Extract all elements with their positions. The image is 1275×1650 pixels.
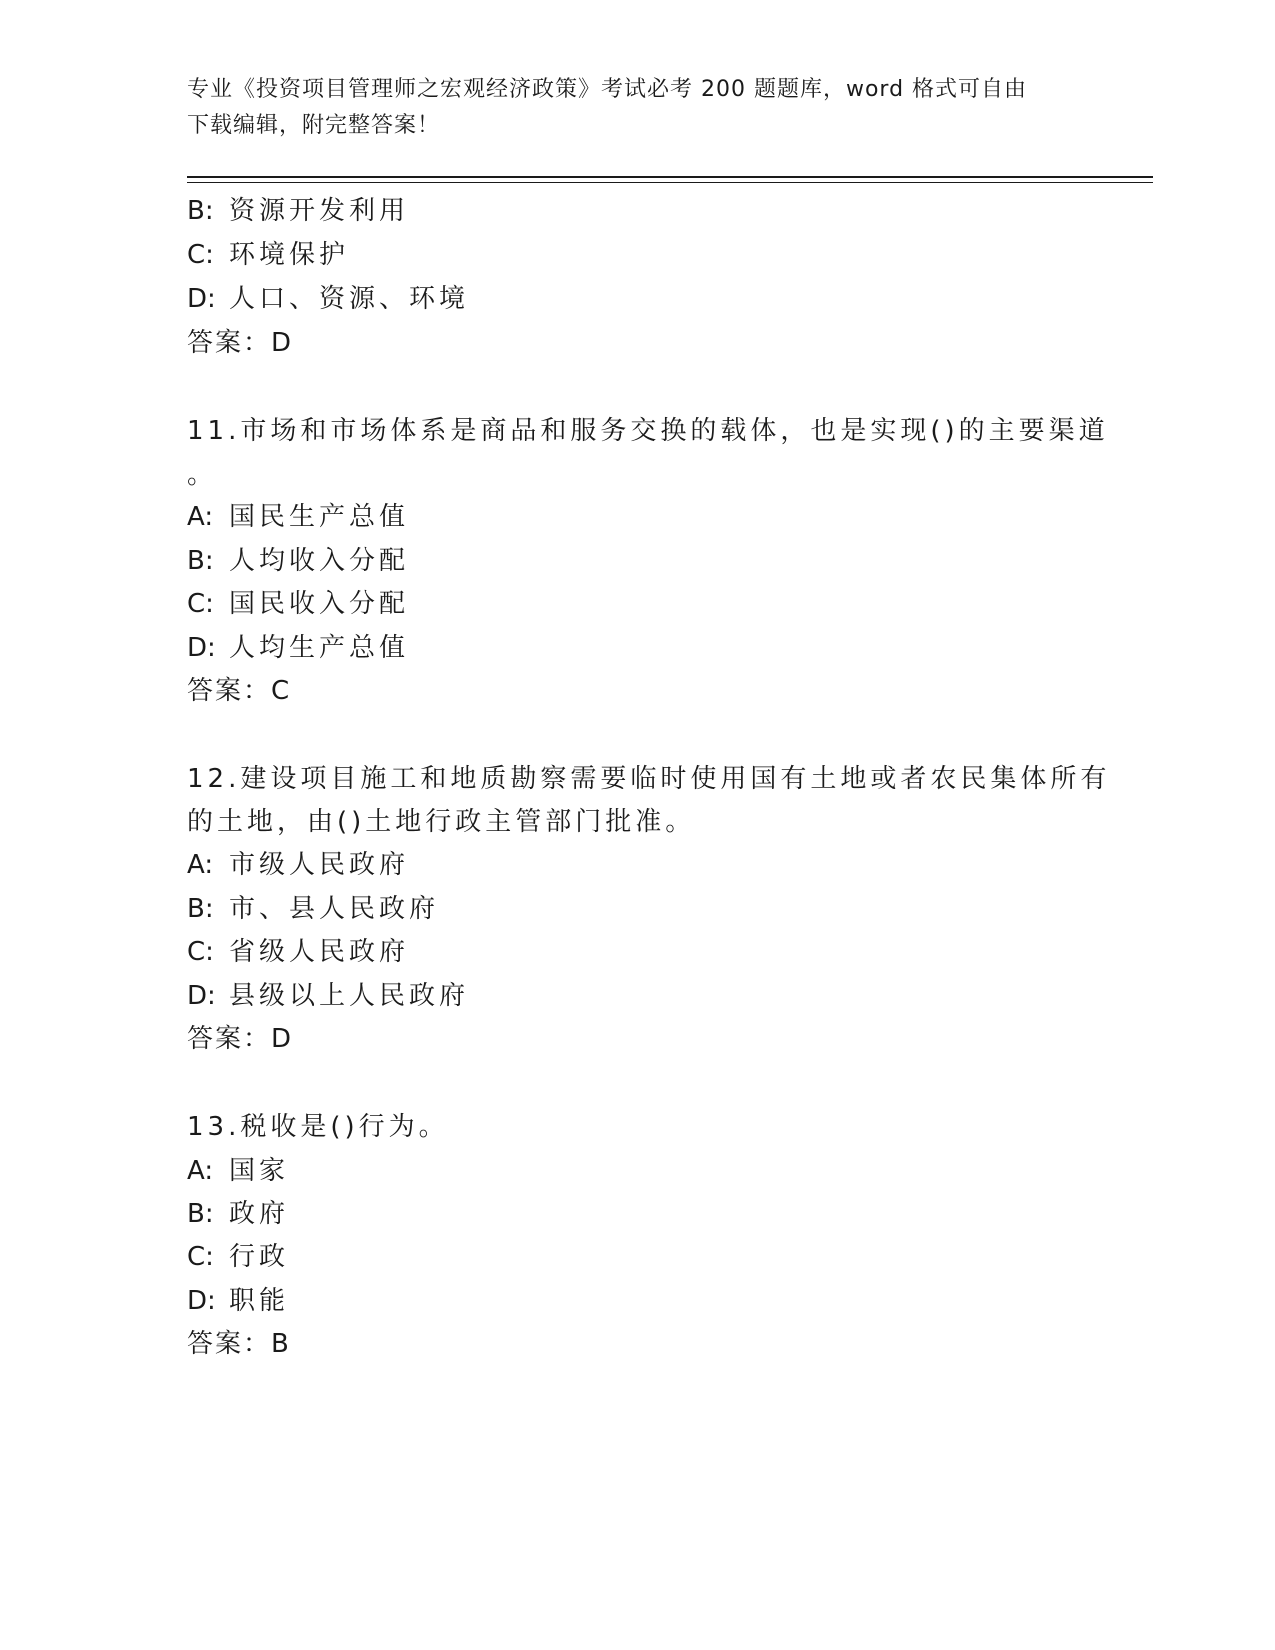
header-divider-thin — [187, 182, 1153, 183]
answer-line: 答案：B — [187, 1329, 291, 1359]
option-a: A: 国家 — [187, 1156, 290, 1186]
question-12-stem: 12.建设项目施工和地质勘察需要临时使用国有土地或者农民集体所有 — [187, 764, 1111, 794]
answer-line: 答案：D — [187, 1024, 294, 1054]
option-b: B: 政府 — [187, 1199, 290, 1229]
question-11-stem: 11.市场和市场体系是商品和服务交换的载体，也是实现()的主要渠道 — [187, 416, 1109, 446]
option-b: B: 人均收入分配 — [187, 546, 410, 576]
header-line-1: 专业《投资项目管理师之宏观经济政策》考试必考 200 题题库，word 格式可自由 — [187, 77, 1028, 102]
question-11-stem-cont: 。 — [187, 460, 218, 490]
option-a: A: 国民生产总值 — [187, 502, 410, 532]
option-c: C: 环境保护 — [187, 240, 350, 270]
question-13-stem: 13.税收是()行为。 — [187, 1112, 449, 1142]
document-header — [187, 72, 1087, 144]
option-b: B: 市、县人民政府 — [187, 894, 440, 924]
option-c: C: 行政 — [187, 1242, 290, 1272]
header-divider-thick — [187, 176, 1153, 178]
option-c: C: 国民收入分配 — [187, 589, 410, 619]
header-line-2: 下载编辑，附完整答案！ — [187, 113, 441, 138]
answer-line: 答案：C — [187, 676, 292, 706]
answer-line: 答案：D — [187, 328, 294, 358]
option-d: D: 人口、资源、环境 — [187, 284, 470, 314]
option-d: D: 人均生产总值 — [187, 633, 410, 663]
option-c: C: 省级人民政府 — [187, 937, 410, 967]
question-12-stem-cont: 的土地，由()土地行政主管部门批准。 — [187, 807, 696, 837]
option-d: D: 职能 — [187, 1286, 290, 1316]
option-b: B: 资源开发利用 — [187, 196, 410, 226]
option-a: A: 市级人民政府 — [187, 850, 410, 880]
option-d: D: 县级以上人民政府 — [187, 981, 470, 1011]
